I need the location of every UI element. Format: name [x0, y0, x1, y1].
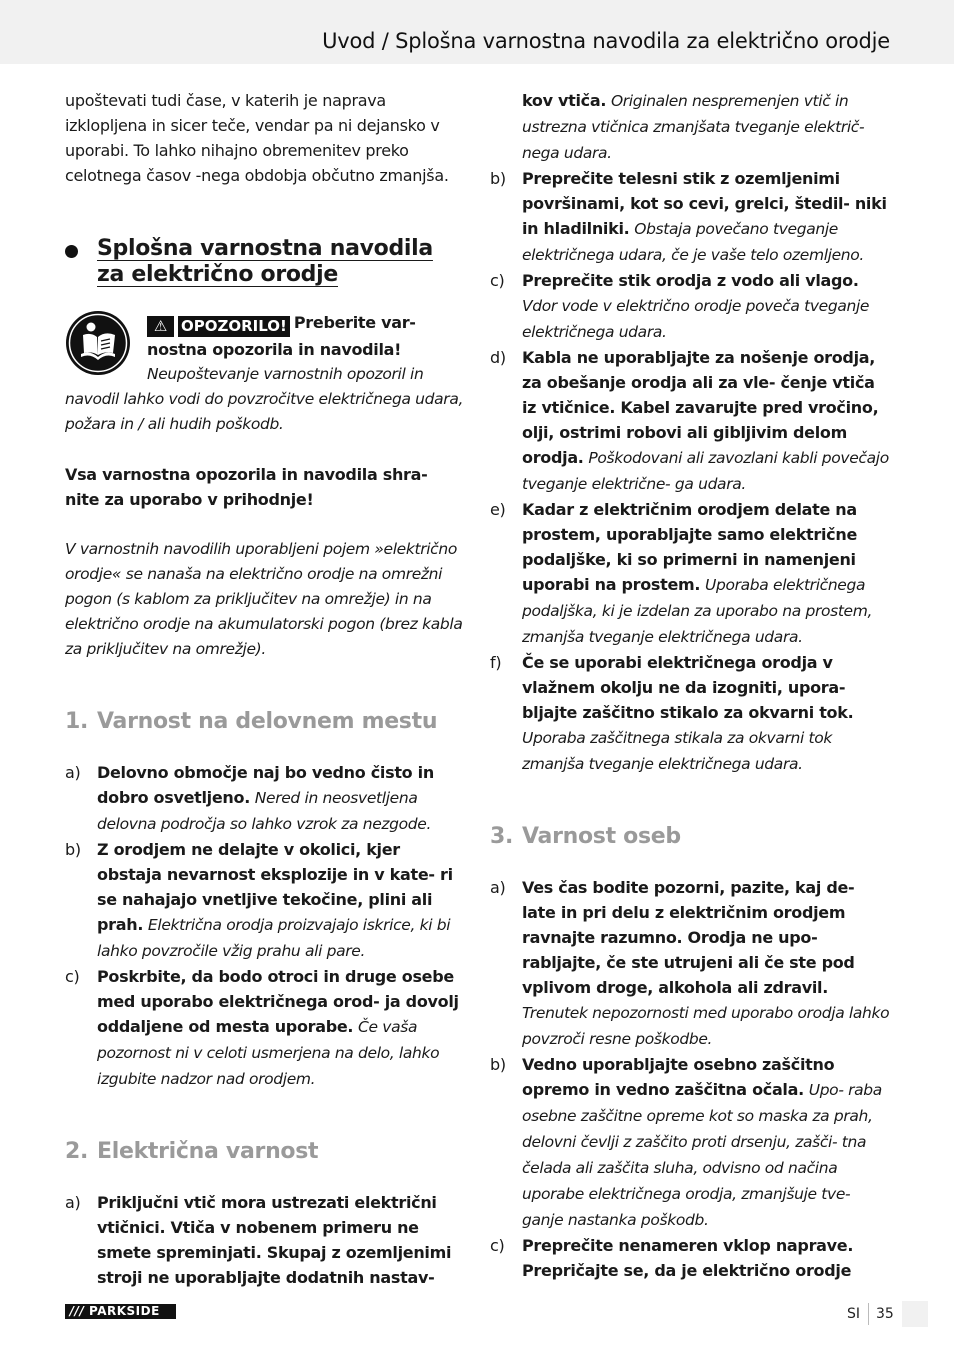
brand-logo: [65, 1304, 176, 1319]
list-item: [65, 760, 465, 837]
list-item: [65, 964, 465, 1092]
section-3-title: Varnost oseb: [522, 824, 681, 849]
section-1-number: 1.: [65, 709, 89, 734]
list-item-label: b): [490, 169, 506, 188]
list-item: [490, 650, 892, 777]
language-code: SI: [847, 1306, 861, 1322]
warning-block: [65, 310, 465, 437]
list-item-bold: Ves čas bodite pozorni, pazite, kaj de- late in pri delu z električnim orodjem ravnajte razumno. Orodja ne upo- rabljajte, če ste utrujeni ali če ste pod vplivom droge, alkohola ali zdravil.: [522, 878, 855, 997]
section-1-list: [65, 760, 465, 1092]
footer-divider: [868, 1303, 869, 1325]
list-item-label: f): [490, 653, 502, 672]
list-item: [65, 837, 465, 964]
list-item-italic: Obstaja povečano tveganje električnega udara, če je vaše telo ozemljeno.: [522, 220, 864, 264]
section-2-title: Električna varnost: [97, 1139, 319, 1164]
keep-instructions-notice: Vsa varnostna opozorila in navodila shra- nite za uporabo v prihodnje!: [65, 465, 428, 509]
heading-bullet-icon: [65, 245, 78, 258]
list-item-label: d): [490, 348, 506, 367]
left-column: [65, 88, 465, 1290]
list-item-label: c): [65, 967, 80, 986]
brand-name: PARKSIDE: [89, 1304, 160, 1318]
warning-triangle-icon: ⚠: [147, 316, 174, 337]
warning-italic-1: Neupoštevanje varnostnih opozoril in: [147, 365, 424, 383]
list-item-label: b): [490, 1055, 506, 1074]
list-item-italic: Električna orodja proizvajajo iskrice, ki bi lahko povzročile vžig prahu ali pare.: [97, 916, 451, 960]
section-1-title: Varnost na delovnem mestu: [97, 709, 438, 734]
list-item-bold: Preprečite telesni stik z ozemljenimi površinami, kot so cevi, grelci, štedil- niki in hladilniki.: [522, 169, 887, 238]
list-item-label: a): [65, 763, 81, 782]
list-item: [490, 1052, 892, 1233]
page-title: Uvod / Splošna varnostna navodila za električno orodje: [322, 29, 890, 53]
section-heading-line-2: za električno orodje: [97, 262, 338, 287]
section-1-heading: [65, 709, 465, 735]
section-2-number: 2.: [65, 1139, 89, 1164]
list-item-bold: Poskrbite, da bodo otroci in druge osebe med uporabo električnega orod- ja dovolj oddaljene od mesta uporabe.: [97, 967, 459, 1036]
section-3-list: [490, 875, 892, 1283]
intro-paragraph: upoštevati tudi čase, v katerih je naprava izklopljena in sicer teče, vendar pa ni dejansko v uporabi. To lahko nihajno obremenitev preko celotnega časov -nega obdobja občutno zmanjša.: [65, 91, 449, 185]
list-item-bold: Preprečite stik orodja z vodo ali vlago.: [522, 271, 859, 290]
list-item-italic: Poškodovani ali zavozlani kabli povečajo tveganje električne- ga udara.: [522, 449, 889, 493]
warning-bold-1: Preberite var-: [293, 313, 416, 332]
list-item-italic: Nered in neosvetljena delovna področja so lahko vzrok za nezgode.: [97, 789, 432, 833]
list-item: [490, 875, 892, 1052]
list-item-label: a): [65, 1193, 81, 1212]
section-heading: [65, 236, 465, 288]
page-number: 35: [876, 1306, 894, 1322]
list-item-italic: Originalen nespremenjen vtič in ustrezna vtičnica zmanjšata tveganje električ- nega udara.: [522, 92, 865, 162]
list-item: [490, 497, 892, 650]
warning-label: OPOZORILO!: [178, 316, 290, 337]
list-item-italic: Trenutek nepozornosti med uporabo orodja lahko povzroči resne poškodbe.: [522, 1004, 890, 1048]
read-manual-icon: [65, 310, 131, 376]
list-item-continued: [490, 88, 892, 166]
list-item-label: c): [490, 1236, 505, 1255]
list-item-bold: Z orodjem ne delajte v okolici, kjer obstaja nevarnost eksplozije in v kate- ri se nahajajo vnetljive tekočine, plini ali prah.: [97, 840, 453, 934]
list-item: [490, 345, 892, 497]
warning-italic-2: navodil lahko vodi do povzročitve električnega udara, požara in / ali hudih poškodb.: [65, 390, 464, 433]
list-item-bold: Priključni vtič mora ustrezati električni vtičnici. Vtiča v nobenem primeru ne smete spreminjati. Skupaj z ozemljenimi stroji ne uporabljajte dodatnih nastav-: [97, 1193, 452, 1287]
section-2-heading: [65, 1139, 465, 1165]
right-column: [490, 88, 892, 1283]
list-item-italic: Uporaba zaščitnega stikala za okvarni tok zmanjša tveganje električnega udara.: [522, 729, 833, 773]
list-item-italic: Če vaša pozornost ni v celoti usmerjena na delo, lahko izgubite nadzor nad orodjem.: [97, 1018, 440, 1088]
list-item: [490, 1233, 892, 1283]
brand-slashes: ///: [69, 1304, 85, 1318]
list-item-italic: Vdor vode v električno orodje poveča tveganje električnega udara.: [522, 297, 870, 341]
page-corner-tab: [902, 1301, 928, 1327]
list-item-bold: Vedno uporabljajte osebno zaščitno opremo in vedno zaščitna očala.: [522, 1055, 835, 1099]
list-item-bold: kov vtiča.: [522, 91, 607, 110]
section-heading-line-1: Splošna varnostna navodila: [97, 236, 433, 261]
section-3-number: 3.: [490, 824, 514, 849]
list-item-bold: Kadar z električnim orodjem delate na prostem, uporabljajte samo električne podaljške, ki so primerni in namenjeni uporabi na prostem.: [522, 500, 858, 594]
list-item-italic: Upo- raba osebne zaščitne opreme kot so maska za prah, delovni čevlji z zaščito proti drsenju, zašči- tna čelada ali zaščita sluha, odvisno od načina uporabe električnega orodja, zmanjšuje tve- ganje nastanka poškodb.: [522, 1081, 882, 1229]
warning-bold-2: nostna opozorila in navodila!: [147, 340, 402, 359]
list-item: [65, 1190, 465, 1290]
term-definition-note: V varnostnih navodilih uporabljeni pojem »električno orodje« se nanaša na električno orodje na omrežni pogon (s kablom za priključitev na omrežje) in na električno orodje na akumulatorski pogon (brez kabla za priključitev na omrežje).: [65, 540, 463, 658]
list-item-bold: Delovno območje naj bo vedno čisto in dobro osvetljeno.: [97, 763, 434, 807]
list-item-bold: Kabla ne uporabljajte za nošenje orodja, za obešanje orodja ali za vle- čenje vtiča iz vtičnice. Kabel zavarujte pred vročino, olji, ostrimi robovi ali gibljivim delom orodja.: [522, 348, 879, 467]
list-item-bold: Preprečite nenameren vklop naprave. Prepričajte se, da je električno orodje: [522, 1236, 854, 1280]
section-3-heading: [490, 824, 892, 850]
list-item-label: b): [65, 840, 81, 859]
list-item-label: a): [490, 878, 506, 897]
list-item-bold: Če se uporabi električnega orodja v vlažnem okolju ne da izogniti, upora- bljajte zaščitno stikalo za okvarni tok.: [522, 653, 854, 722]
list-item-label: c): [490, 271, 505, 290]
list-item-italic: Uporaba električnega podaljška, ki je izdelan za uporabo na prostem, zmanjša tveganje električnega udara.: [522, 576, 873, 646]
section-2-list: [65, 1190, 465, 1290]
header-bar: [0, 0, 954, 64]
list-item: [490, 268, 892, 345]
list-item: [490, 166, 892, 268]
list-item-label: e): [490, 500, 506, 519]
